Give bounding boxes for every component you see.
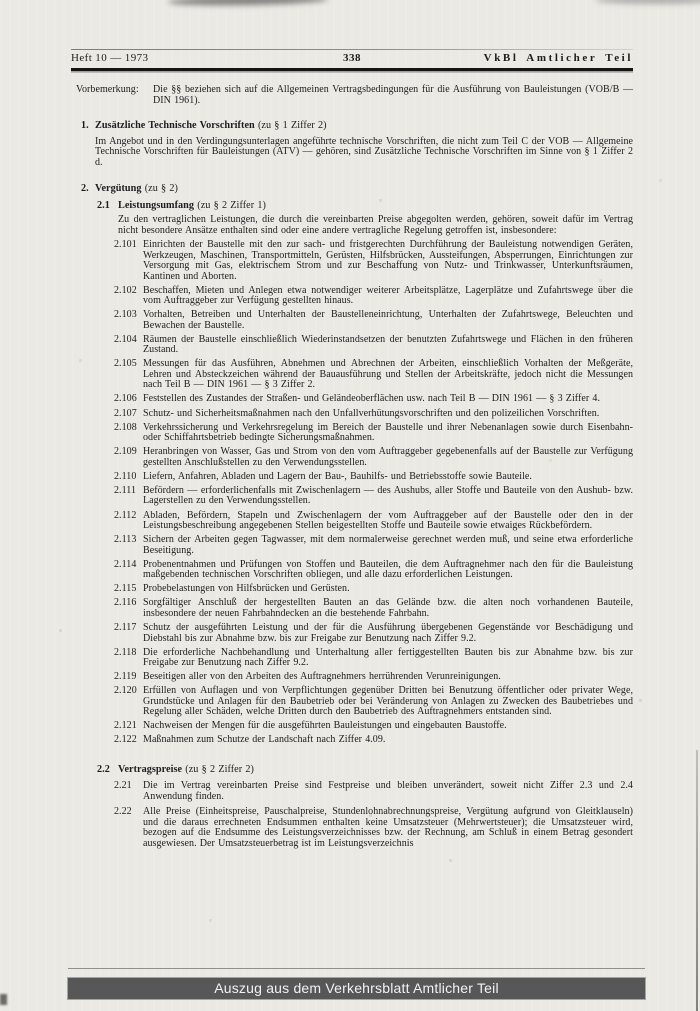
item-text: Abladen, Befördern, Stapeln und Zwischenlagern der vom Auftraggeber auf der Baustelle oder den in der Leistungsbeschreibung angegebenen Stellen beigestellten Stoffe und Bauteile sowie etwaiges Rückbefördern. <box>143 509 633 532</box>
document-body <box>76 85 633 854</box>
list-item <box>114 486 633 507</box>
section-1 <box>76 121 633 168</box>
list-item <box>114 472 633 483</box>
item-text: Verkehrssicherung und Verkehrsregelung im Bereich der Baustelle und ihrer Nebenanlagen sowie durch Eisenbahn- oder Schiffahrtsbetrieb bedingte Sicherungsmaßnahmen. <box>143 421 633 444</box>
item-text: Befördern — erforderlichenfalls mit Zwischenlagern — des Aushubs, aller Stoffe und Bauteile von den Aushub- bzw. Lagerstellen zu den Verwendungsstellen. <box>143 484 633 507</box>
list-item <box>114 240 633 282</box>
item-text: Feststellen des Zustandes der Straßen- und Geländeoberflächen usw. nach Teil B — DIN 1961 — § 3 Ziffer 4. <box>143 393 600 405</box>
list-item <box>114 560 633 581</box>
subsection-2-2-title: Vertragspreise <box>118 763 183 775</box>
item-number: 2.108 <box>114 421 137 433</box>
list-item <box>114 721 633 732</box>
subsection-2-1-items <box>76 240 633 746</box>
item-text: Heranbringen von Wasser, Gas und Strom von den vom Auftraggeber gegebenenfalls auf der Baustelle zur Verfügung gestellten Anschlußstellen zu den Verwendungsstellen. <box>143 446 633 468</box>
subsection-2-1-intro: Zu den vertraglichen Leistungen, die durch die vereinbarten Preise abgegolten werden, gehören, soweit dafür im Vertrag nicht besondere Ansätze enthalten sind oder eine andere vertragliche Regelung getroffen ist, insbesondere: <box>118 214 633 236</box>
item-text: Erfüllen von Auflagen und von Verpflichtungen gegenüber Dritten bei Benutzung öffentlicher oder privater Wege, Grundstücke und Anlagen für den Baubetrieb oder bei Veränderung von Anlagen zu Zwecken des Baubetriebes und Regelung aller Schäden, welche Dritten durch den Baubetrieb des Auftragnehmers entstanden sind. <box>143 685 633 718</box>
item-text: Probenentnahmen und Prüfungen von Stoffen und Bauteilen, die dem Auftragnehmer nach den für die Bauleistung maßgebenden technischen Vorschriften obliegen, und alle dazu erforderlichen Leistungen. <box>143 558 633 581</box>
subsection-2-2 <box>76 765 633 850</box>
section-1-number: 1. <box>81 120 89 131</box>
list-item <box>114 648 633 669</box>
item-text: Schutz der ausgeführten Leistung und der für die Ausführung übergebenen Gegenstände vor Beschädigung und Diebstahl bis zur Abnahme bzw. bis zur Freigabe zur Benutzung nach Ziffer 9.2. <box>143 622 633 644</box>
item-number: 2.122 <box>114 734 137 746</box>
list-item <box>114 359 633 391</box>
scan-artifact-bottom-left-mark <box>0 994 7 1005</box>
item-number: 2.112 <box>114 509 137 521</box>
section-1-paragraph: Im Angebot und in den Verdingungsunterlagen angeführte technische Vorschriften, die nicht zum Teil C der VOB — Allgemeine Technische Vorschriften für Bauleistungen (ATV) — gehören, sind Zusätzliche Technische Vorschriften im Sinne von § 1 Ziffer 2 d. <box>95 135 633 168</box>
item-number: 2.119 <box>114 671 137 683</box>
item-number: 2.107 <box>114 407 137 419</box>
item-text: Die erforderliche Nachbehandlung und Unterhaltung aller fertiggestellten Bauten bis zur Abnahme bzw. bis zur Freigabe zur Benutzung nach Ziffer 9.2. <box>143 646 633 669</box>
item-number: 2.21 <box>114 780 132 792</box>
item-text: Die im Vertrag vereinbarten Preise sind Festpreise und bleiben unverändert, soweit nicht Ziffer 2.3 und 2.4 Anwendung finden. <box>143 780 633 802</box>
subsection-2-1-heading <box>97 201 633 212</box>
journal-issue: Heft 10 — 1973 <box>71 52 149 64</box>
footer-caption-banner: Auszug aus dem Verkehrsblatt Amtlicher Teil <box>68 978 645 999</box>
item-number: 2.110 <box>114 470 137 482</box>
list-item <box>114 672 633 683</box>
list-item <box>114 447 633 468</box>
item-text: Beschaffen, Mieten und Anlegen etwa notwendiger weiterer Arbeitsplätze, Lagerplätze und Zufahrtswege über die vom Auftraggeber zur Verfügung gestellten hinaus. <box>143 284 633 307</box>
subsection-2-1-number: 2.1 <box>97 199 110 211</box>
item-number: 2.121 <box>114 720 137 732</box>
subsection-2-1-suffix: (zu § 2 Ziffer 1) <box>197 199 266 211</box>
list-item <box>114 535 633 556</box>
subsection-2-2-heading <box>97 765 633 776</box>
section-2-number: 2. <box>81 183 89 194</box>
list-item <box>114 781 633 802</box>
item-text: Liefern, Anfahren, Abladen und Lagern der Bau-, Bauhilfs- und Betriebsstoffe sowie Bauteile. <box>143 470 532 482</box>
section-1-suffix: (zu § 1 Ziffer 2) <box>257 120 327 131</box>
item-number: 2.101 <box>114 239 137 250</box>
item-number: 2.104 <box>114 333 137 345</box>
subsection-2-1 <box>76 201 633 746</box>
item-number: 2.114 <box>114 558 137 570</box>
section-2-title: Vergütung <box>95 183 142 194</box>
item-number: 2.102 <box>114 284 137 296</box>
item-text: Probebelastungen von Hilfsbrücken und Gerüsten. <box>143 583 350 595</box>
list-item <box>114 394 633 405</box>
item-number: 2.22 <box>114 806 132 818</box>
item-number: 2.105 <box>114 358 137 370</box>
item-text: Räumen der Baustelle einschließlich Wiederinstandsetzen der benutzten Zufahrtswege und Flächen in den früheren Zustand. <box>143 333 633 356</box>
item-number: 2.103 <box>114 309 137 321</box>
list-item <box>114 584 633 595</box>
item-text: Alle Preise (Einheitspreise, Pauschalpreise, Stundenlohnabrechnungspreise, Vergütung aufgrund von Gleitklauseln) und die daraus errechneten Endsummen enthalten keine Umsatzsteuer (Mehrwertsteuer); die Umsatzsteuer wird, bezogen auf die Endsumme des Leistungsverzeichnisses bzw. der Rechnung, am Schluß in einem Betrag gesondert ausgewiesen. Der Umsatzsteuerbetrag ist im Leistungsverzeichnis <box>143 806 633 849</box>
item-number: 2.113 <box>114 534 137 546</box>
list-item <box>114 335 633 356</box>
item-text: Vorhalten, Betreiben und Unterhalten der Baustelleneinrichtung, Unterhalten der Zufahrtswege, Beleuchten und Bewachen der Baustelle. <box>143 309 633 331</box>
item-number: 2.118 <box>114 646 137 658</box>
list-item <box>114 310 633 331</box>
header-rule <box>71 68 633 71</box>
item-text: Sorgfältiger Anschluß der hergestellten Bauten an das Gelände bzw. die alten noch vorhandenen Bauteile, insbesondere der neuen Fahrbahndecken an die bestehende Fahrbahn. <box>143 597 633 619</box>
item-text: Einrichten der Baustelle mit den zur sach- und fristgerechten Durchführung der Bauleistung notwendigen Geräten, Werkzeugen, Maschinen, Transportmitteln, Gerüsten, Hilfsbrücken, Aussteifungen, Absperrungen, Einrichtungen zur Versorgung mit Gas, elektrischem Strom und zur Beschaffung von Nutz- und Trinkwasser, Unterkunftsräumen, Kantinen und Aborten. <box>143 239 633 282</box>
item-text: Messungen für das Ausführen, Abnehmen und Abrechnen der Arbeiten, einschließlich Vorhalten der Meßgeräte, Lehren und Absteckzeichen während der Bauausführung und Stellen der Arbeitskräfte, jedoch nicht die Messungen nach Teil B — DIN 1961 — § 3 Ziffer 2. <box>143 358 633 391</box>
section-2-heading <box>81 184 633 195</box>
subsection-2-1-title: Leistungsumfang <box>118 199 195 211</box>
list-item <box>114 409 633 420</box>
preliminary-note <box>76 85 633 106</box>
header-top-hairline <box>71 49 633 50</box>
page-number: 338 <box>343 52 361 64</box>
list-item <box>114 807 633 849</box>
list-item <box>114 686 633 718</box>
scan-artifact-top-smudge <box>168 0 328 6</box>
subsection-2-2-suffix: (zu § 2 Ziffer 2) <box>185 763 254 775</box>
preliminary-note-label: Vorbemerkung: <box>76 84 139 95</box>
item-number: 2.116 <box>114 597 137 609</box>
list-item <box>114 598 633 619</box>
item-text: Schutz- und Sicherheitsmaßnahmen nach den Unfallverhütungsvorschriften und den polizeilichen Vorschriften. <box>143 407 600 419</box>
item-number: 2.117 <box>114 622 137 633</box>
scan-artifact-top-right-smudge <box>595 0 700 4</box>
item-number: 2.111 <box>114 484 137 496</box>
item-number: 2.109 <box>114 446 137 458</box>
section-2 <box>76 184 633 849</box>
item-number: 2.120 <box>114 685 137 697</box>
page-header <box>71 52 633 64</box>
list-item <box>114 286 633 307</box>
list-item <box>114 511 633 532</box>
item-text: Sichern der Arbeiten gegen Tagwasser, mit dem normalerweise gerechnet werden muß, und seine etwa erforderliche Beseitigung. <box>143 534 633 556</box>
footer-hairline <box>68 968 645 969</box>
scan-artifact-right-edge <box>696 750 698 1011</box>
item-text: Beseitigen aller von den Arbeiten des Auftragnehmers herrührenden Verunreinigungen. <box>143 671 501 683</box>
list-item <box>114 735 633 746</box>
section-1-heading <box>81 121 633 132</box>
section-2-suffix: (zu § 2) <box>144 183 178 194</box>
list-item <box>114 623 633 644</box>
item-text: Nachweisen der Mengen für die ausgeführten Bauleistungen und eingebauten Baustoffe. <box>143 720 507 732</box>
list-item <box>114 423 633 444</box>
journal-title: VkBl Amtlicher Teil <box>483 52 633 64</box>
item-number: 2.106 <box>114 393 137 405</box>
preliminary-note-text: Die §§ beziehen sich auf die Allgemeinen Vertragsbedingungen für die Ausführung von Bauleistungen (VOB/B — DIN 1961). <box>153 84 633 106</box>
section-1-title: Zusätzliche Technische Vorschriften <box>95 120 255 131</box>
subsection-2-2-items <box>76 781 633 849</box>
item-number: 2.115 <box>114 583 137 595</box>
subsection-2-2-number: 2.2 <box>97 763 110 775</box>
item-text: Maßnahmen zum Schutze der Landschaft nach Ziffer 4.09. <box>143 734 386 746</box>
